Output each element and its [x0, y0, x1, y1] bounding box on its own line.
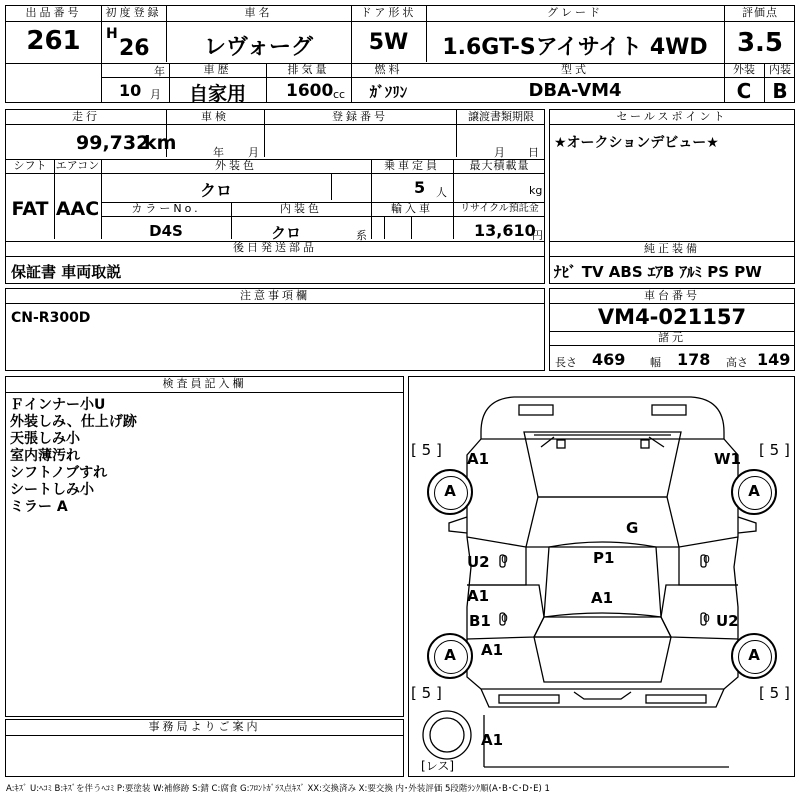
tire-rear-left: [ 5 ] — [411, 684, 442, 702]
tire-front-right: [ 5 ] — [759, 441, 790, 459]
ac-label: エアコン — [55, 159, 100, 172]
grade-value: 1.6GT-Sアイサイト 4WD — [442, 35, 708, 60]
later-parts-section — [5, 256, 545, 284]
import-label: 輸入車 — [391, 202, 433, 215]
year-value: 26 — [119, 36, 150, 61]
header-section — [5, 5, 795, 103]
mark-rear-door-left-2: B1 — [469, 612, 491, 630]
mark-rear-quarter-left: A1 — [481, 641, 504, 659]
model-label: 型式 — [561, 63, 589, 76]
ext-color-label: 外装色 — [215, 159, 257, 172]
month-value: 10 — [119, 81, 142, 100]
mark-windshield: G — [626, 519, 639, 537]
mark-rear-door-left: A1 — [467, 587, 490, 605]
car-name-value: レヴォーグ — [203, 35, 314, 60]
mark-front-door-left-sub: 0 — [501, 553, 508, 566]
max-load-unit: kg — [529, 184, 543, 197]
mileage-value: 99,732 — [76, 132, 150, 154]
history-value: 自家用 — [188, 83, 246, 105]
length-value: 469 — [592, 350, 626, 369]
lot-no-value: 261 — [26, 26, 81, 56]
width-value: 178 — [677, 350, 711, 369]
year-unit: 年 — [154, 65, 165, 78]
month-unit: 月 — [150, 88, 161, 101]
inspector-note: 天張しみ小 — [10, 431, 80, 447]
inspector-note: シフトノブすれ — [10, 465, 108, 481]
exterior-value: C — [736, 79, 752, 103]
mark-front-left-fender: A1 — [467, 450, 490, 468]
max-load-label: 最大積載量 — [469, 159, 530, 172]
office-label: 事務局よりご案内 — [148, 720, 261, 733]
inspector-note: シートしみ小 — [10, 482, 94, 498]
shift-label: シフト — [13, 159, 47, 172]
fuel-label: 燃料 — [374, 63, 403, 76]
damage-diagram — [408, 376, 795, 777]
mark-roof: P1 — [593, 549, 615, 567]
color-no-value: D4S — [149, 222, 183, 240]
transfer-month-unit: 月 — [494, 146, 505, 159]
interior-value: B — [772, 79, 788, 103]
capacity-label: 乗車定員 — [384, 159, 440, 172]
height-label: 高さ — [726, 356, 748, 369]
recycle-unit: 円 — [532, 229, 543, 242]
inspector-note: 外装しみ、仕上げ跡 — [10, 414, 137, 430]
int-color-unit: 系 — [356, 229, 367, 242]
grade-label: グレード — [547, 6, 603, 19]
spec-label: 諸元 — [658, 331, 686, 344]
displacement-value: 1600 — [286, 81, 334, 101]
equipment-section — [549, 241, 795, 284]
office-section — [5, 719, 404, 777]
mark-front-right-fender: W1 — [714, 450, 741, 468]
wheel-front-right: A — [731, 469, 777, 515]
wheel-rear-left: A — [427, 633, 473, 679]
inspector-note: 室内薄汚れ — [10, 448, 80, 464]
inspector-section — [5, 376, 404, 717]
width-label: 幅 — [650, 356, 661, 369]
height-value: 149 — [757, 350, 791, 369]
door-label: ドア形状 — [360, 6, 417, 19]
inspection-month-unit: 月 — [248, 146, 259, 159]
chassis-section — [549, 288, 795, 371]
transfer-day-unit: 日 — [528, 146, 539, 159]
mark-rear-door-right: U2 — [716, 612, 739, 630]
era-value: H — [106, 26, 118, 42]
mark-rear-roof: A1 — [591, 589, 614, 607]
mileage-unit: km — [144, 132, 177, 154]
length-label: 長さ — [555, 356, 577, 369]
spare-tire: [レス] — [421, 759, 455, 773]
sales-point-value: ★オークションデビュー★ — [554, 135, 719, 151]
mark-rear-door-left-sub: 0 — [501, 612, 508, 625]
lot-no-label: 出品番号 — [25, 6, 82, 19]
color-no-label: カラーNo. — [131, 202, 201, 215]
ext-color-value: クロ — [199, 181, 232, 200]
legend: A:ｷｽﾞ U:ﾍｺﾐ B:ｷｽﾞを伴うﾍｺﾐ P:要塗装 W:補修跡 S:錆 C:腐食 G:ﾌﾛﾝﾄｶﾞﾗｽ点ｷｽﾞ XX:交換済み X:要交換 内･外装評価 5段階ﾗﾝｸ順(A･B･C･D･E) 1 — [6, 784, 550, 794]
notes-value: CN-R300D — [11, 310, 91, 326]
shift-value: FAT — [11, 198, 49, 220]
inspection-year-unit: 年 — [213, 146, 224, 159]
notes-section — [5, 288, 545, 371]
recycle-value: 13,610 — [474, 221, 536, 240]
model-value: DBA-VM4 — [528, 80, 622, 101]
mileage-label: 走行 — [72, 110, 100, 123]
inspector-notes — [10, 397, 137, 516]
equipment-value: ﾅﾋﾞ TV ABS ｴｱB ｱﾙﾐ PS PW — [554, 263, 762, 281]
tire-front-left: [ 5 ] — [411, 441, 442, 459]
interior-label: 内装 — [769, 63, 791, 76]
inspector-note: ミラー A — [10, 499, 68, 515]
int-color-label: 内装色 — [280, 202, 322, 215]
mark-rear-door-right-sub: 0 — [703, 612, 710, 625]
score-label: 評価点 — [742, 6, 778, 19]
notes-label: 注意事項欄 — [240, 289, 310, 302]
car-outline — [409, 377, 796, 778]
sales-point-label: セールスポイント — [616, 110, 728, 123]
first-reg-label: 初度登録 — [105, 6, 162, 19]
wheel-rear-right: A — [731, 633, 777, 679]
ac-value: AAC — [55, 198, 100, 220]
door-value: 5W — [368, 30, 409, 55]
car-name-label: 車名 — [244, 6, 273, 19]
capacity-value: 5 — [414, 178, 426, 197]
fuel-value: ｶﾞｿﾘﾝ — [369, 83, 408, 101]
later-parts-value: 保証書 車両取説 — [11, 263, 122, 281]
tire-rear-right: [ 5 ] — [759, 684, 790, 702]
inspector-label: 検査員記入欄 — [162, 377, 247, 390]
exterior-label: 外装 — [733, 63, 755, 76]
int-color-value: クロ — [270, 224, 301, 242]
chassis-label: 車台番号 — [644, 289, 700, 302]
chassis-number: VM4-021157 — [597, 305, 747, 329]
history-label: 車歴 — [203, 63, 232, 76]
vehicle-details-section — [5, 109, 545, 257]
mark-rear-bumper: A1 — [481, 731, 504, 749]
capacity-unit: 人 — [436, 186, 447, 199]
later-parts-label: 後日発送部品 — [233, 241, 317, 254]
score-value: 3.5 — [736, 28, 784, 58]
reg-no-label: 登録番号 — [332, 110, 388, 123]
equipment-label: 純正装備 — [644, 242, 700, 255]
recycle-label: リサイクル預託金 — [460, 203, 539, 214]
mark-front-door-right-sub: 0 — [703, 553, 710, 566]
mark-front-door-left: U2 — [467, 553, 490, 571]
wheel-front-left: A — [427, 469, 473, 515]
inspector-note: Ｆインナー小U — [10, 397, 106, 413]
transfer-label: 譲渡書類期限 — [468, 110, 534, 123]
inspection-label: 車検 — [201, 110, 229, 123]
sales-point-section — [549, 109, 795, 242]
displacement-unit: cc — [333, 88, 346, 101]
displacement-label: 排気量 — [287, 63, 330, 76]
